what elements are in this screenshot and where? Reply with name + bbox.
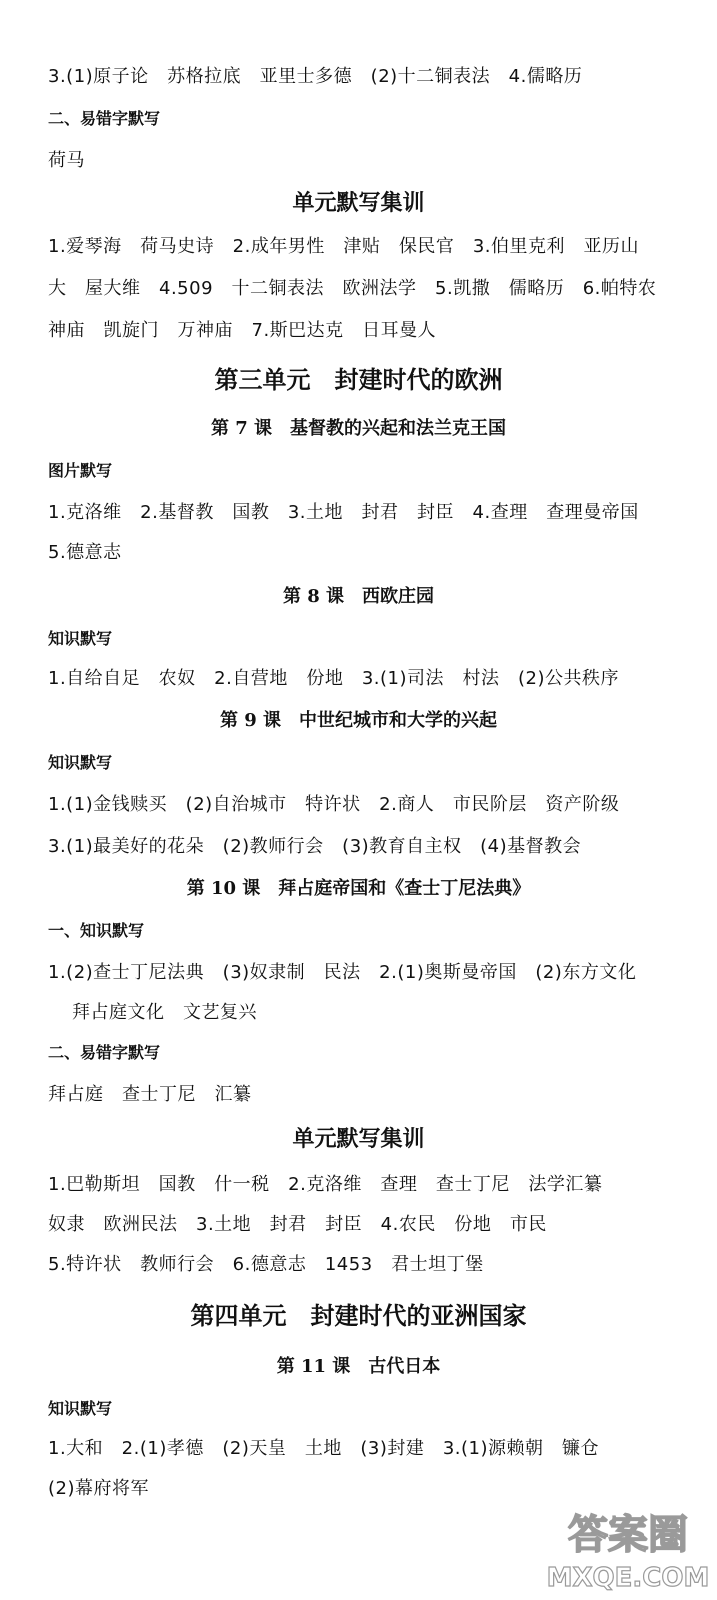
site-watermark-logo [540, 1500, 710, 1595]
answer-line: 1.爱琴海 荷马史诗 2.成年男性 津贴 保民官 3.伯里克利 亚历山 [48, 236, 640, 257]
answer-line: 奴隶 欧洲民法 3.土地 封君 封臣 4.农民 份地 市民 [48, 1214, 547, 1235]
section-label: 一、知识默写 [48, 921, 145, 940]
answer-line: 1.克洛维 2.基督教 国教 3.土地 封君 封臣 4.查理 查理曼帝国 [48, 502, 639, 523]
answer-line: 拜占庭 查士丁尼 汇纂 [48, 1084, 252, 1105]
section-label: 二、易错字默写 [48, 109, 161, 128]
unit-review-title: 单元默写集训 [292, 1126, 425, 1152]
lesson-title: 第 8 课 西欧庄园 [282, 586, 435, 607]
answer-line: 1.(2)查士丁尼法典 (3)奴隶制 民法 2.(1)奥斯曼帝国 (2)东方文化 [48, 962, 637, 983]
section-label: 知识默写 [48, 629, 113, 648]
answer-line: 大 屋大维 4.509 十二铜表法 欧洲法学 5.凯撒 儒略历 6.帕特农 [48, 278, 657, 299]
answer-line: 荷马 [48, 150, 85, 171]
section-label: 二、易错字默写 [48, 1043, 161, 1062]
lesson-title: 第 7 课 基督教的兴起和法兰克王国 [210, 418, 507, 439]
answer-line: (2)幕府将军 [48, 1478, 149, 1499]
answer-line: 拜占庭文化 文艺复兴 [72, 1002, 257, 1023]
lesson-title: 第 10 课 拜占庭帝国和《查士丁尼法典》 [186, 878, 531, 899]
unit-review-title: 单元默写集训 [292, 190, 425, 216]
lesson-title: 第 9 课 中世纪城市和大学的兴起 [219, 710, 498, 731]
section-label: 知识默写 [48, 753, 113, 772]
answer-line: 1.自给自足 农奴 2.自营地 份地 3.(1)司法 村法 (2)公共秩序 [48, 668, 620, 689]
unit-title: 第四单元 封建时代的亚洲国家 [190, 1301, 527, 1330]
answer-line: 3.(1)原子论 苏格拉底 亚里士多德 (2)十二铜表法 4.儒略历 [48, 66, 583, 87]
answer-line: 1.(1)金钱赎买 (2)自治城市 特许状 2.商人 市民阶层 资产阶级 [48, 794, 620, 815]
watermark-text-en: MXQE.COM [546, 1563, 710, 1593]
watermark-icon [540, 1500, 710, 1595]
unit-title: 第三单元 封建时代的欧洲 [214, 365, 503, 394]
answer-line: 5.特许状 教师行会 6.德意志 1453 君士坦丁堡 [48, 1254, 484, 1275]
answer-line: 1.大和 2.(1)孝德 (2)天皇 土地 (3)封建 3.(1)源赖朝 镰仓 [48, 1438, 600, 1459]
section-label: 知识默写 [48, 1399, 113, 1418]
answer-line: 1.巴勒斯坦 国教 什一税 2.克洛维 查理 查士丁尼 法学汇纂 [48, 1174, 603, 1195]
watermark-text-cn: 答案圈 [568, 1512, 688, 1558]
answer-line: 5.德意志 [48, 542, 122, 563]
answer-line: 神庙 凯旋门 万神庙 7.斯巴达克 日耳曼人 [48, 320, 437, 341]
answer-line: 3.(1)最美好的花朵 (2)教师行会 (3)教育自主权 (4)基督教会 [48, 836, 582, 857]
section-label: 图片默写 [48, 461, 113, 480]
lesson-title: 第 11 课 古代日本 [276, 1356, 441, 1377]
